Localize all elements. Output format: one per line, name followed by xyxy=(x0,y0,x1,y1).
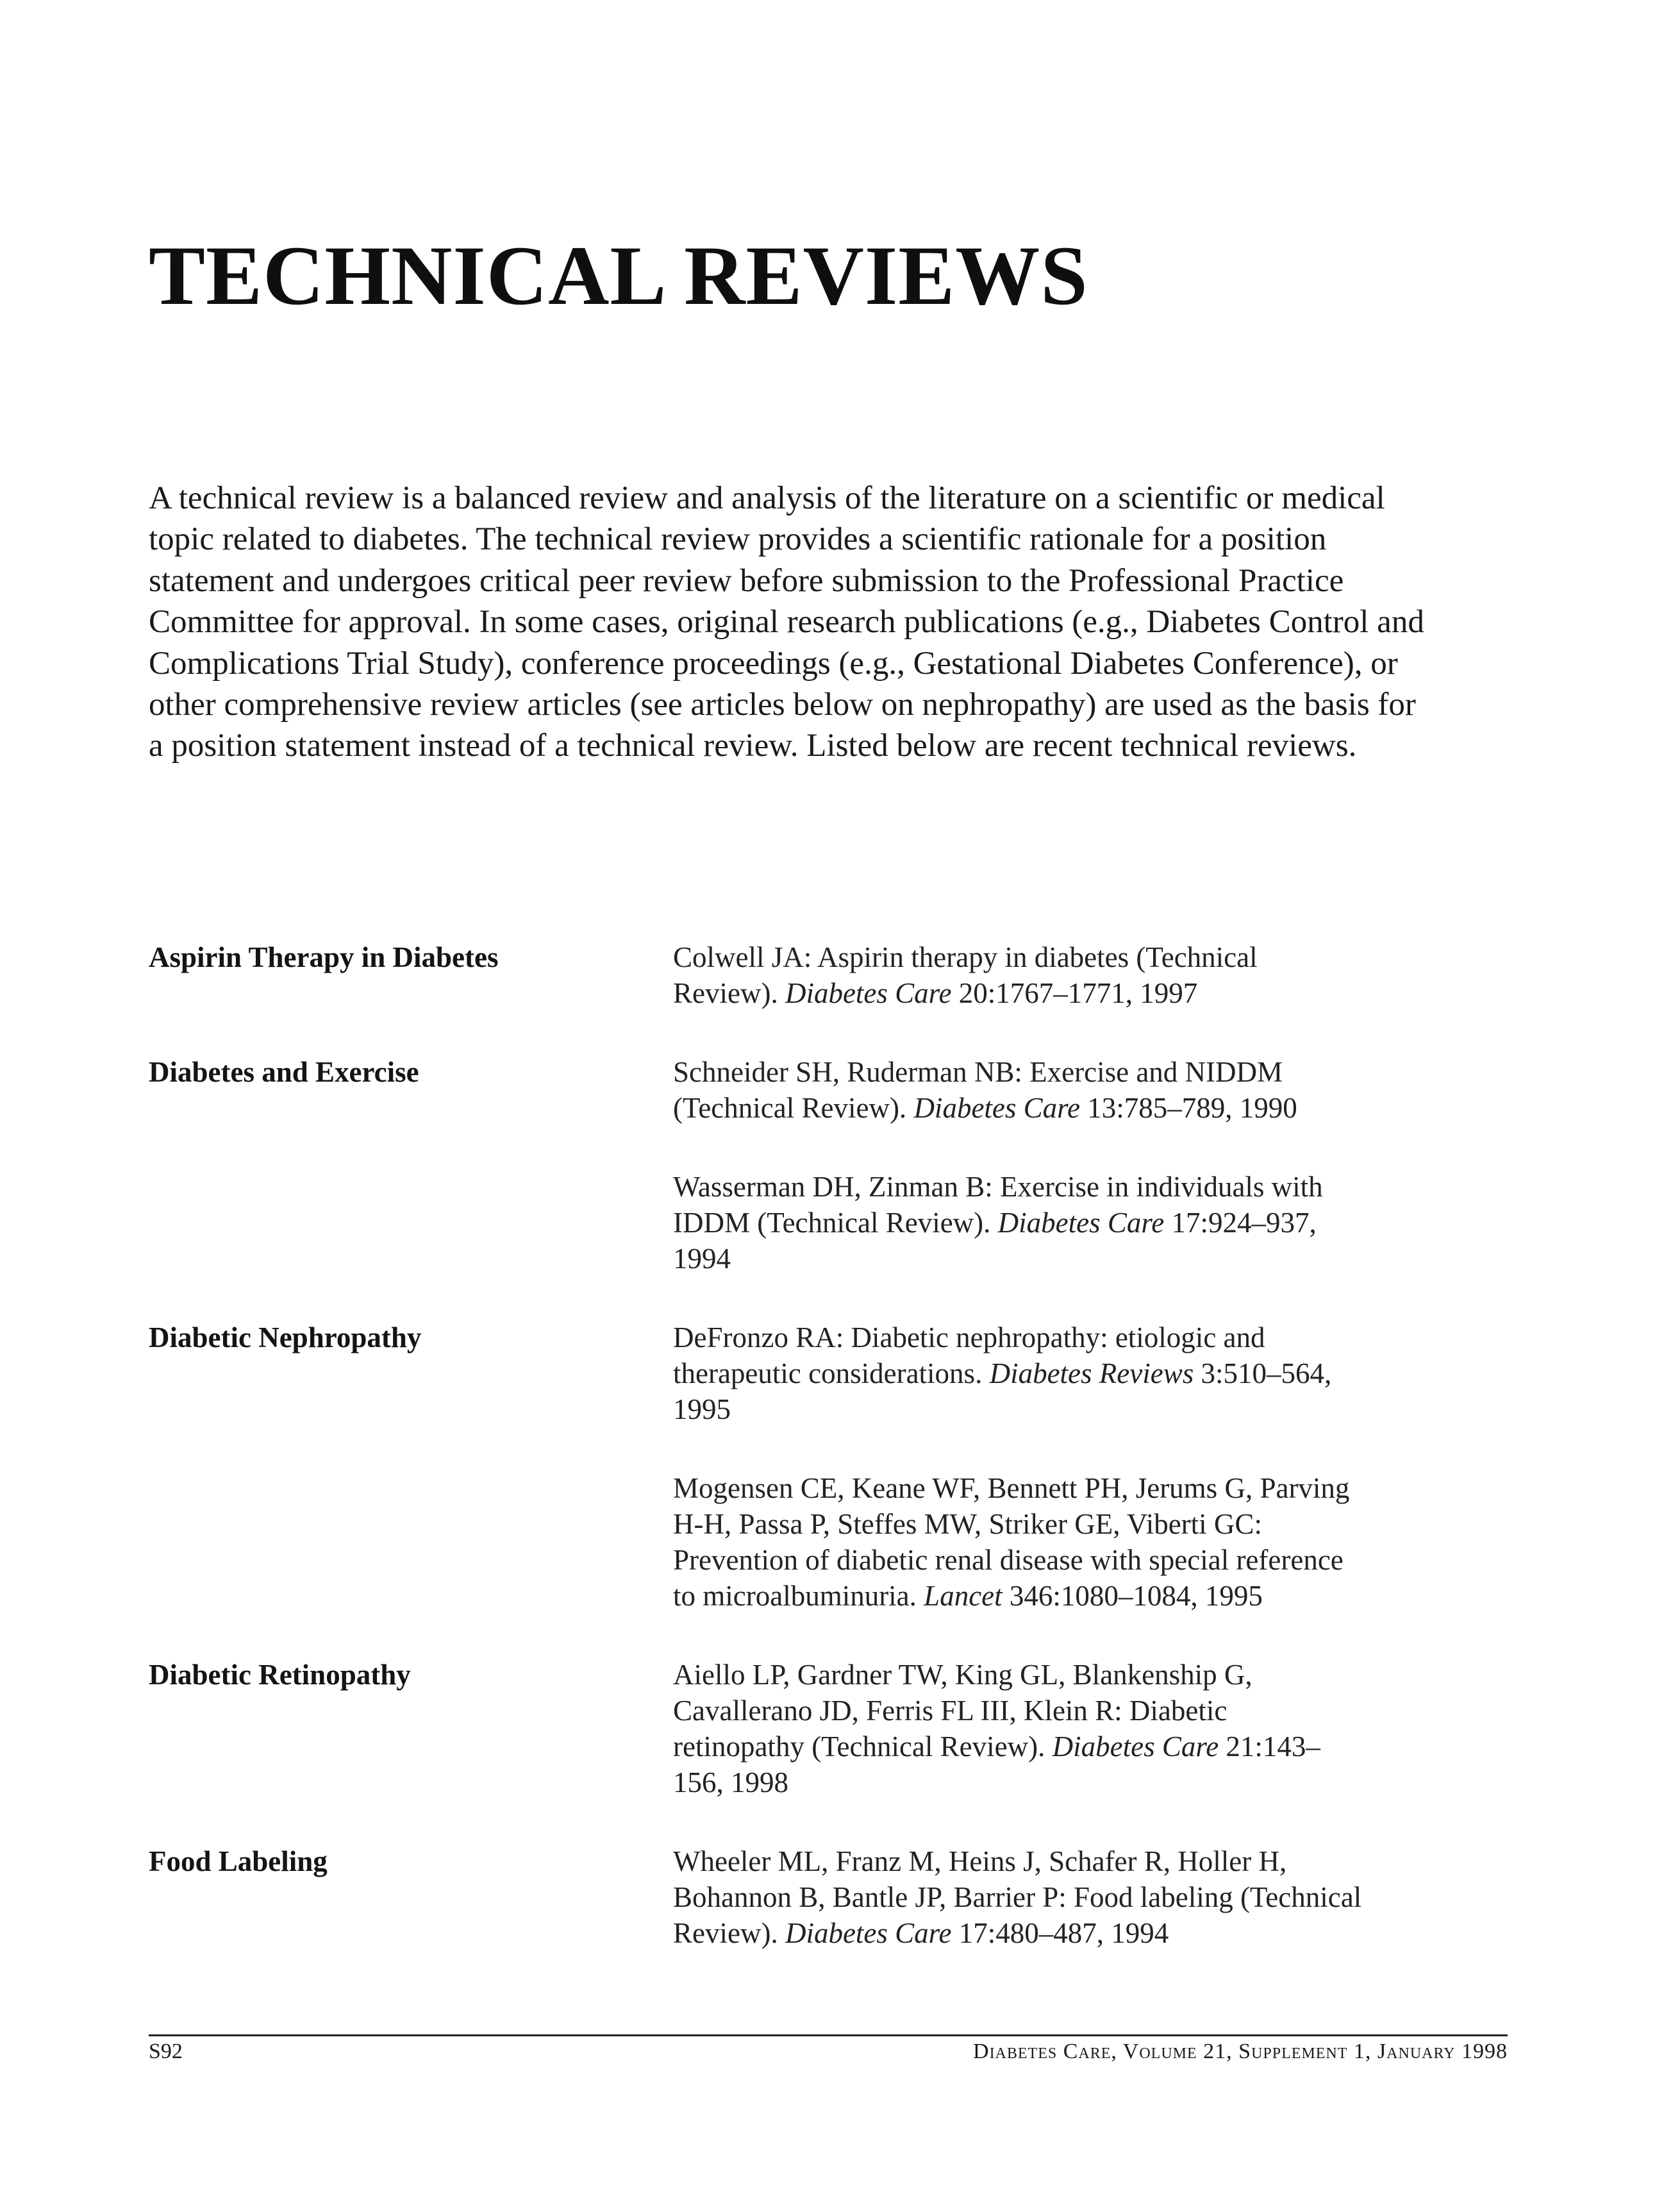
citation-text: Aiello LP, Gardner TW, King GL, Blankenship G, Cavallerano JD, Ferris FL III, Klein R: Diabetic retinopathy (Technical Review). xyxy=(673,1659,1253,1763)
page-number: S92 xyxy=(149,2040,183,2063)
citation-text: DeFronzo RA: Diabetic nephropathy: etiologic and therapeutic considerations. xyxy=(673,1321,1265,1389)
topic-heading: Diabetic Nephropathy xyxy=(149,1321,422,1353)
review-list xyxy=(149,939,1367,1994)
citation-volume: 13:785–789, 1990 xyxy=(1079,1092,1297,1124)
reference-group xyxy=(673,1657,1365,1800)
reference-citation xyxy=(673,939,1365,1011)
topic-heading: Food Labeling xyxy=(149,1845,328,1877)
reference-group xyxy=(673,1843,1365,1951)
citation-text: Wasserman DH, Zinman B: Exercise in individuals with IDDM (Technical Review). xyxy=(673,1171,1323,1239)
footer-rule xyxy=(149,2034,1508,2036)
reference-group xyxy=(673,1054,1365,1277)
reference-citation xyxy=(673,1054,1365,1126)
citation-text: Schneider SH, Ruderman NB: Exercise and NIDDM (Technical Review). xyxy=(673,1056,1283,1124)
citation-text: Wheeler ML, Franz M, Heins J, Schafer R, Holler H, Bohannon B, Bantle JP, Barrier P: Food labeling (Technical Review). xyxy=(673,1845,1362,1949)
page-title: TECHNICAL REVIEWS xyxy=(149,228,1088,323)
reference-group xyxy=(673,939,1365,1011)
journal-name: Diabetes Reviews xyxy=(989,1357,1194,1389)
citation-text: Colwell JA: Aspirin therapy in diabetes (Technical Review). xyxy=(673,941,1258,1009)
reference-group xyxy=(673,1320,1365,1614)
topic-heading: Aspirin Therapy in Diabetes xyxy=(149,941,499,973)
citation-volume: 20:1767–1771, 1997 xyxy=(951,977,1198,1009)
journal-name: Diabetes Care xyxy=(785,1917,952,1949)
citation-volume: 346:1080–1084, 1995 xyxy=(1002,1580,1263,1612)
topic-heading: Diabetic Retinopathy xyxy=(149,1659,411,1691)
citation-volume: 3:510–564, 1995 xyxy=(673,1357,1332,1425)
reference-citation xyxy=(673,1169,1365,1277)
journal-name: Diabetes Care xyxy=(997,1207,1165,1239)
journal-name: Diabetes Care xyxy=(913,1092,1080,1124)
journal-name: Diabetes Care xyxy=(1052,1730,1219,1763)
review-entry-retinopathy xyxy=(149,1657,1367,1800)
topic-heading: Diabetes and Exercise xyxy=(149,1056,419,1088)
review-entry-food-labeling xyxy=(149,1843,1367,1951)
review-entry-aspirin xyxy=(149,939,1367,1011)
citation-volume: 17:924–937, 1994 xyxy=(673,1207,1317,1275)
intro-paragraph: A technical review is a balanced review and analysis of the literature on a scientific or medical topic related to diabetes. The technical review provides a scientific rationale for a position statement and undergoes critical peer review before submission to the Professional Practice Committee for approval. In some cases, original research publications (e.g., Diabetes Control and Complications Trial Study), conference proceedings (e.g., Gestational Diabetes Conference), or other comprehensive review articles (see articles below on nephropathy) are used as the basis for a position statement instead of a technical review. Listed below are recent technical reviews. xyxy=(149,480,1424,764)
citation-volume: 17:480–487, 1994 xyxy=(951,1917,1169,1949)
journal-name: Diabetes Care xyxy=(785,977,952,1009)
reference-citation xyxy=(673,1657,1365,1800)
review-entry-nephropathy xyxy=(149,1320,1367,1614)
reference-citation xyxy=(673,1843,1365,1951)
review-entry-exercise xyxy=(149,1054,1367,1277)
citation-text: Mogensen CE, Keane WF, Bennett PH, Jerums G, Parving H-H, Passa P, Steffes MW, Striker GE, Viberti GC: Prevention of diabetic renal disease with special reference to microalbuminuria. xyxy=(673,1472,1350,1612)
reference-citation xyxy=(673,1320,1365,1427)
journal-name: Lancet xyxy=(924,1580,1003,1612)
running-footer: Diabetes Care, Volume 21, Supplement 1, January 1998 xyxy=(973,2040,1508,2063)
citation-volume: 21:143–156, 1998 xyxy=(673,1730,1320,1798)
reference-citation xyxy=(673,1470,1365,1614)
